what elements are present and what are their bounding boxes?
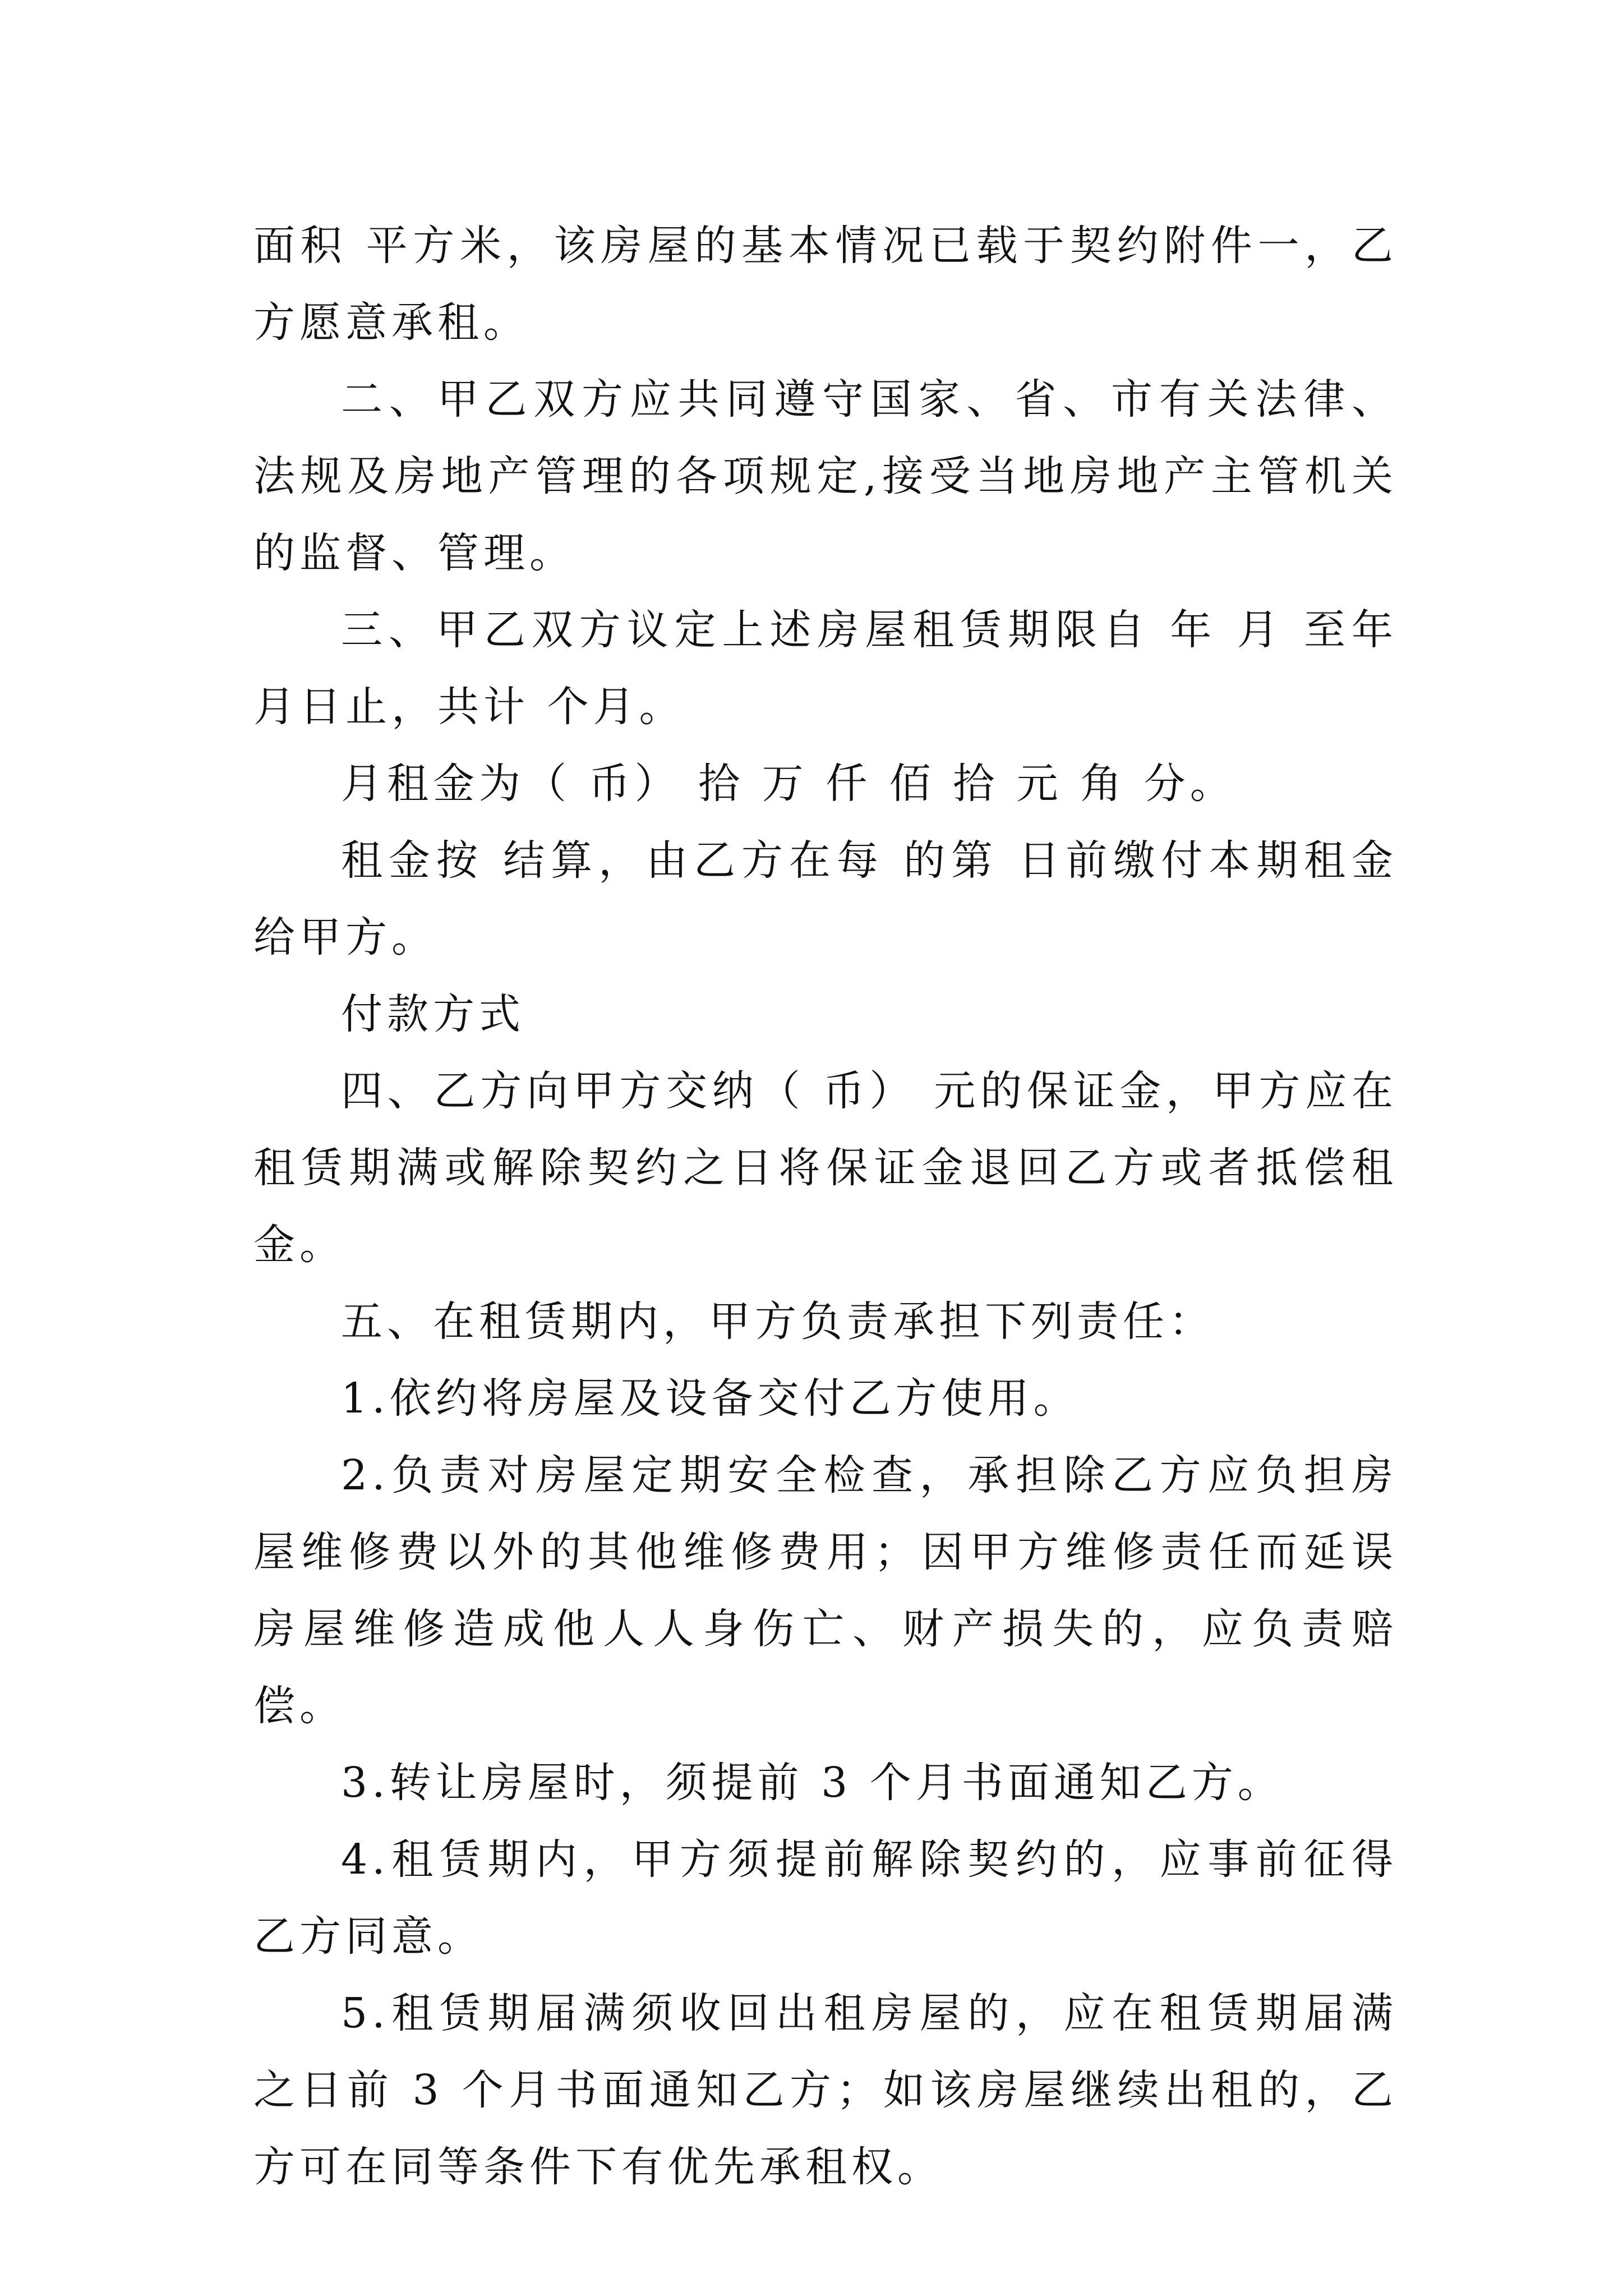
paragraph-item-1: 1.依约将房屋及设备交付乙方使用。 — [341, 1374, 1080, 1423]
paragraph-clause-2: 二、甲乙双方应共同遵守国家、省、市有关法律、法规及房地产管理的各项规定,接受当地房地产主管机关的监督、管理。 — [253, 375, 1398, 577]
paragraph-item-3: 3.转让房屋时，须提前 3 个月书面通知乙方。 — [341, 1759, 1284, 1807]
document-body — [253, 208, 1415, 2206]
paragraph-monthly-rent: 月租金为（ 币） 拾 万 仟 佰 拾 元 角 分。 — [341, 760, 1236, 808]
paragraph-clause-4: 四、乙方向甲方交纳（ 币） 元的保证金，甲方应在租赁期满或解除契约之日将保证金退回乙方或者抵偿租金。 — [253, 1067, 1398, 1269]
paragraph-item-4: 4.租赁期内，甲方须提前解除契约的，应事前征得乙方同意。 — [253, 1835, 1398, 1961]
paragraph-area-continued: 面积 平方米，该房屋的基本情况已载于契约附件一，乙方愿意承租。 — [253, 222, 1398, 347]
paragraph-rent-settlement: 租金按 结算，由乙方在每 的第 日前缴付本期租金给甲方。 — [253, 836, 1398, 961]
paragraph-payment-method: 付款方式 — [341, 990, 525, 1038]
paragraph-item-5: 5.租赁期届满须收回出租房屋的，应在租赁期届满之日前 3 个月书面通知乙方；如该房屋继续出租的，乙方可在同等条件下有优先承租权。 — [253, 1989, 1398, 2191]
paragraph-item-2: 2.负责对房屋定期安全检查，承担除乙方应负担房屋维修费以外的其他维修费用；因甲方维修责任而延误房屋维修造成他人人身伤亡、财产损失的，应负责赔偿。 — [253, 1451, 1398, 1730]
paragraph-clause-5: 五、在租赁期内，甲方负责承担下列责任： — [341, 1297, 1215, 1346]
paragraph-clause-3: 三、甲乙双方议定上述房屋租赁期限自 年 月 至年 月日止，共计 个月。 — [253, 606, 1415, 731]
